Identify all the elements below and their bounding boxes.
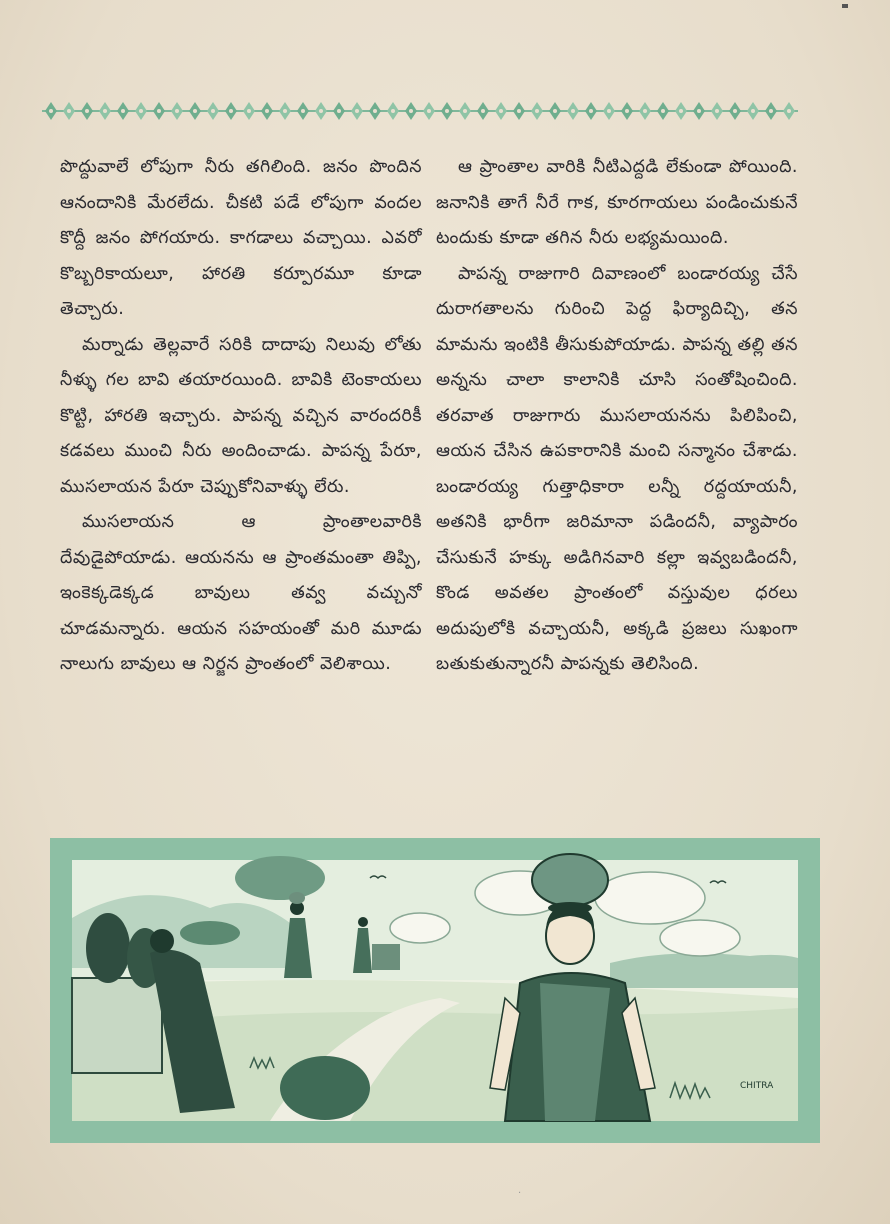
border-flower-icon — [459, 102, 471, 120]
border-flower-icon — [693, 102, 705, 120]
decorative-border — [42, 96, 798, 126]
border-flower-icon — [783, 102, 795, 120]
border-flower-icon — [657, 102, 669, 120]
border-flower-icon — [225, 102, 237, 120]
paragraph-2: మర్నాడు తెల్లవారే సరికి దాదాపు నిలువు లోతు నీళ్ళు గల బావి తయారయింది. బావికి టెంకాయలు కొట్టి, హారతి ఇచ్చారు. పాపన్న వచ్చిన వారందరికీ కడవలు ముంచి నీరు అందించాడు. పాపన్న పేరూ, ముసలాయన పేరూ చెప్పుకోనివాళ్ళు లేరు. — [60, 334, 422, 497]
border-flower-icon — [369, 102, 381, 120]
border-flower-icon — [135, 102, 147, 120]
border-flower-icon — [621, 102, 633, 120]
border-flower-icon — [405, 102, 417, 120]
story-illustration — [50, 838, 820, 1143]
border-flower-icon — [81, 102, 93, 120]
border-flower-icon — [567, 102, 579, 120]
border-flower-icon — [171, 102, 183, 120]
border-flower-icon — [531, 102, 543, 120]
border-flower-icon — [729, 102, 741, 120]
border-flower-icon — [297, 102, 309, 120]
border-flower-icon — [387, 102, 399, 120]
border-flower-icon — [243, 102, 255, 120]
paragraph-3: ముసలాయన ఆ ప్రాంతాలవారికి దేవుడైపోయాడు. ఆయనను ఆ ప్రాంతమంతా తిప్పి, ఇంకెక్కడెక్కడ బావులు తవ్వ వచ్చునో చూడమన్నారు. ఆయన సహయంతో మరి మూడు నాలుగు బావులు ఆ నిర్జన ప్రాంతంలో వెలిశాయి. — [60, 512, 422, 674]
border-flower-icon — [279, 102, 291, 120]
border-flower-icon — [153, 102, 165, 120]
border-flower-icon — [711, 102, 723, 120]
border-flower-icon — [207, 102, 219, 120]
border-flower-icon — [423, 102, 435, 120]
border-flower-icon — [765, 102, 777, 120]
border-flower-icon — [315, 102, 327, 120]
border-flower-icon — [45, 102, 57, 120]
border-flower-icon — [117, 102, 129, 120]
border-flower-icon — [675, 102, 687, 120]
border-flower-icon — [333, 102, 345, 120]
border-flower-icon — [477, 102, 489, 120]
right-text-column — [436, 150, 798, 683]
left-text-column — [60, 150, 422, 683]
border-flower-icon — [261, 102, 273, 120]
page-speck: · — [518, 1188, 522, 1199]
border-flower-icon — [351, 102, 363, 120]
border-flower-icon — [747, 102, 759, 120]
paragraph-5: పాపన్న రాజుగారి దివాణంలో బండారయ్య చేసే దురాగతాలను గురించి పెద్ద ఫిర్యాదిచ్చి, తన మామను ఇంటికి తీసుకుపోయాడు. పాపన్న తల్లి తన అన్నను చాలా కాలానికి చూసి సంతోషించింది. తరవాత రాజుగారు ముసలాయనను పిలిపించి, ఆయన చేసిన ఉపకారానికి మంచి సన్మానం చేశాడు. బండారయ్య గుత్తాధికారా లన్నీ రద్దయాయనీ, అతనికి భారీగా జరిమానా పడిందనీ, వ్యాపారం చేసుకునే హక్కు అడిగినవారి కల్లా ఇవ్వబడిందనీ, కొండ అవతల ప్రాంతంలో వస్తువుల ధరలు అదుపులోకి వచ్చాయనీ, అక్కడి ప్రజలు సుఖంగా బతుకుతున్నారనీ పాపన్నకు తెలిసింది. — [436, 263, 798, 674]
paragraph-1: పొద్దువాలే లోపుగా నీరు తగిలింది. జనం పొందిన ఆనందానికి మేరలేదు. చీకటి పడే లోపుగా వందల కొద్దీ జనం పోగయారు. కాగడాలు వచ్చాయి. ఎవరో కొబ్బరికాయలూ, హారతి కర్పూరమూ కూడా తెచ్చారు. — [60, 157, 422, 319]
border-flower-icon — [513, 102, 525, 120]
border-flower-icon — [63, 102, 75, 120]
border-flower-icon — [189, 102, 201, 120]
border-flower-icon — [441, 102, 453, 120]
border-flower-icon — [603, 102, 615, 120]
paragraph-4: ఆ ప్రాంతాల వారికి నీటిఎద్దడి లేకుండా పోయింది. జనానికి తాగే నీరే గాక, కూరగాయలు పండించుకునే టందుకు కూడా తగిన నీరు లభ్యమయింది. — [436, 157, 798, 248]
border-flower-icon — [495, 102, 507, 120]
corner-mark — [842, 4, 848, 8]
border-flower-icon — [99, 102, 111, 120]
border-flower-icon — [639, 102, 651, 120]
border-flower-icon — [549, 102, 561, 120]
illustration-signature: CHITRA — [740, 1081, 774, 1091]
border-flower-icon — [585, 102, 597, 120]
